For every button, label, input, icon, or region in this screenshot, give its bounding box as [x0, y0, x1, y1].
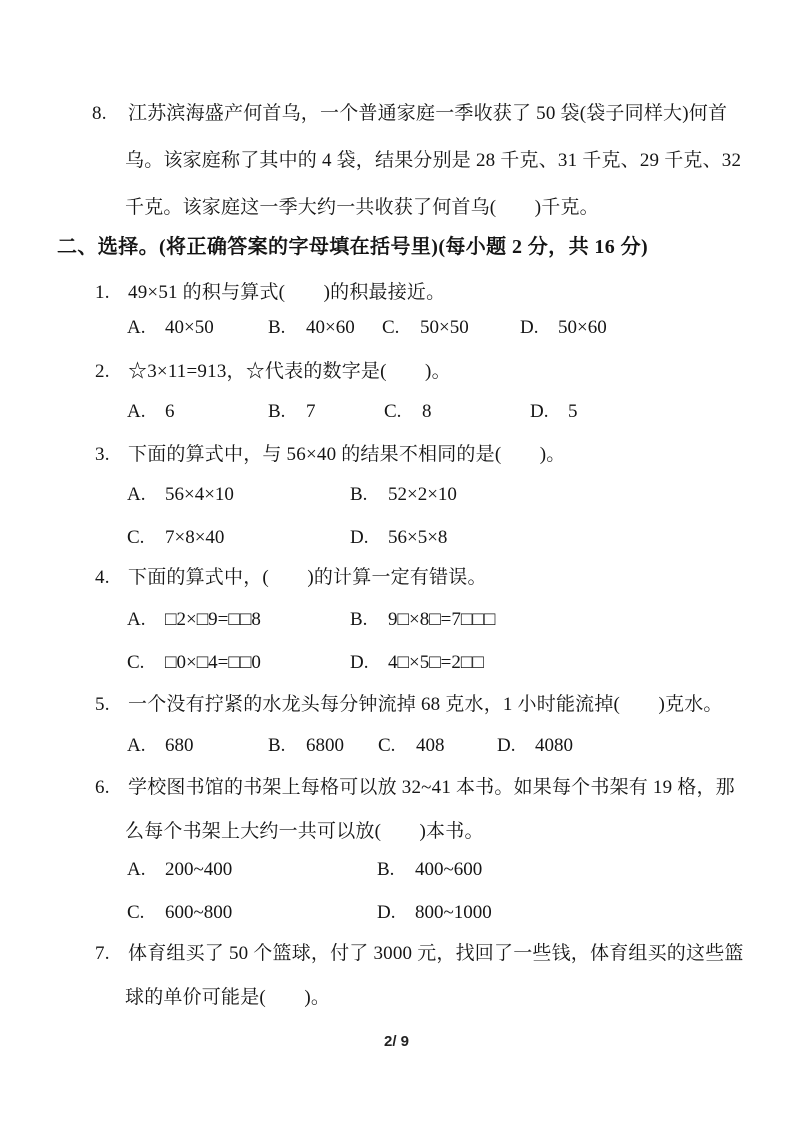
question-4-number: 4. [95, 567, 110, 588]
question-8-line-1 [92, 100, 727, 128]
question-6-line-1 [95, 774, 735, 802]
q5-option-c-value: 408 [416, 735, 445, 756]
question-1-line [95, 279, 445, 307]
question-7-line-2: 球的单价可能是( )。 [125, 987, 331, 1008]
q6-option-d-label: D. [377, 902, 396, 923]
q6-option-c-value: 600~800 [165, 902, 233, 923]
q3-option-a [127, 481, 234, 509]
question-8-number: 8. [92, 103, 107, 124]
question-2-text: ☆3×11=913，☆代表的数字是( )。 [128, 361, 451, 382]
question-3-line [95, 441, 565, 469]
q3-option-b-label: B. [350, 484, 368, 505]
question-6-line-2: 么每个书架上大约一共可以放( )本书。 [125, 821, 484, 842]
q2-option-b-value: 7 [306, 401, 316, 422]
q2-option-c-label: C. [384, 401, 402, 422]
q1-option-b [268, 314, 355, 342]
q1-option-c [382, 314, 469, 342]
question-5-line [95, 691, 723, 719]
section-2-header: 二、选择。(将正确答案的字母填在括号里)(每小题 2 分，共 16 分) [57, 236, 649, 258]
q1-option-d-label: D. [520, 317, 539, 338]
q4-option-d-label: D. [350, 652, 369, 673]
q3-option-b [350, 481, 457, 509]
q4-option-b [350, 606, 495, 634]
q3-option-c-value: 7×8×40 [165, 527, 225, 548]
q4-option-d [350, 649, 484, 677]
question-6-number: 6. [95, 777, 110, 798]
question-3-number: 3. [95, 444, 110, 465]
question-8-line-2: 乌。该家庭称了其中的 4 袋，结果分别是 28 千克、31 千克、29 千克、32 [125, 150, 742, 171]
q4-option-d-value: 4□×5□=2□□ [388, 652, 484, 673]
q6-option-a [127, 856, 232, 884]
q6-option-c-label: C. [127, 902, 145, 923]
q5-option-d [497, 732, 573, 760]
question-4-text: 下面的算式中，( )的计算一定有错误。 [128, 567, 487, 588]
question-8-text: 江苏滨海盛产何首乌，一个普通家庭一季收获了 50 袋(袋子同样大)何首 [128, 103, 728, 124]
q1-option-a [127, 314, 214, 342]
q3-option-d [350, 524, 447, 552]
q2-option-b-label: B. [268, 401, 286, 422]
question-2-line [95, 358, 451, 386]
q5-option-b [268, 732, 344, 760]
q5-option-b-label: B. [268, 735, 286, 756]
q5-option-d-value: 4080 [535, 735, 573, 756]
question-7-text: 体育组买了 50 个篮球，付了 3000 元，找回了一些钱，体育组买的这些篮 [128, 943, 744, 964]
question-7-line-1 [95, 940, 744, 968]
q2-option-a [127, 398, 175, 426]
q3-option-c-label: C. [127, 527, 145, 548]
q4-option-a [127, 606, 261, 634]
q5-option-c-label: C. [378, 735, 396, 756]
q3-option-b-value: 52×2×10 [388, 484, 457, 505]
q1-option-b-label: B. [268, 317, 286, 338]
q1-option-b-value: 40×60 [306, 317, 355, 338]
q5-option-c [378, 732, 445, 760]
q2-option-b [268, 398, 316, 426]
q1-option-c-label: C. [382, 317, 400, 338]
q6-option-d-value: 800~1000 [415, 902, 492, 923]
q2-option-a-value: 6 [165, 401, 175, 422]
q5-option-a-label: A. [127, 735, 146, 756]
q4-option-c-label: C. [127, 652, 145, 673]
q4-option-b-label: B. [350, 609, 368, 630]
q6-option-a-label: A. [127, 859, 146, 880]
q1-option-c-value: 50×50 [420, 317, 469, 338]
q1-option-a-value: 40×50 [165, 317, 214, 338]
q5-option-a-value: 680 [165, 735, 194, 756]
q2-option-d [530, 398, 578, 426]
q2-option-a-label: A. [127, 401, 146, 422]
question-1-text: 49×51 的积与算式( )的积最接近。 [128, 282, 446, 303]
q3-option-a-label: A. [127, 484, 146, 505]
q3-option-d-label: D. [350, 527, 369, 548]
q6-option-d [377, 899, 492, 927]
q3-option-c [127, 524, 224, 552]
q6-option-a-value: 200~400 [165, 859, 233, 880]
q4-option-a-value: □2×□9=□□8 [165, 609, 261, 630]
q2-option-c-value: 8 [422, 401, 432, 422]
question-3-text: 下面的算式中，与 56×40 的结果不相同的是( )。 [128, 444, 566, 465]
q3-option-d-value: 56×5×8 [388, 527, 448, 548]
q4-option-c-value: □0×□4=□□0 [165, 652, 261, 673]
q5-option-d-label: D. [497, 735, 516, 756]
question-8-line-3: 千克。该家庭这一季大约一共收获了何首乌( )千克。 [125, 197, 599, 218]
page-number: 2/ 9 [383, 1033, 410, 1050]
q1-option-a-label: A. [127, 317, 146, 338]
q6-option-b-value: 400~600 [415, 859, 483, 880]
q5-option-b-value: 6800 [306, 735, 344, 756]
question-1-number: 1. [95, 282, 110, 303]
q2-option-d-value: 5 [568, 401, 578, 422]
q5-option-a [127, 732, 194, 760]
q2-option-c [384, 398, 432, 426]
q1-option-d [520, 314, 607, 342]
q6-option-c [127, 899, 232, 927]
question-5-text: 一个没有拧紧的水龙头每分钟流掉 68 克水，1 小时能流掉( )克水。 [128, 694, 723, 715]
question-4-line [95, 564, 487, 592]
q6-option-b [377, 856, 482, 884]
q2-option-d-label: D. [530, 401, 549, 422]
q4-option-a-label: A. [127, 609, 146, 630]
q3-option-a-value: 56×4×10 [165, 484, 234, 505]
q1-option-d-value: 50×60 [558, 317, 607, 338]
question-7-number: 7. [95, 943, 110, 964]
question-6-text: 学校图书馆的书架上每格可以放 32~41 本书。如果每个书架有 19 格，那 [128, 777, 735, 798]
q4-option-c [127, 649, 261, 677]
q4-option-b-value: 9□×8□=7□□□ [388, 609, 496, 630]
q6-option-b-label: B. [377, 859, 395, 880]
question-2-number: 2. [95, 361, 110, 382]
question-5-number: 5. [95, 694, 110, 715]
